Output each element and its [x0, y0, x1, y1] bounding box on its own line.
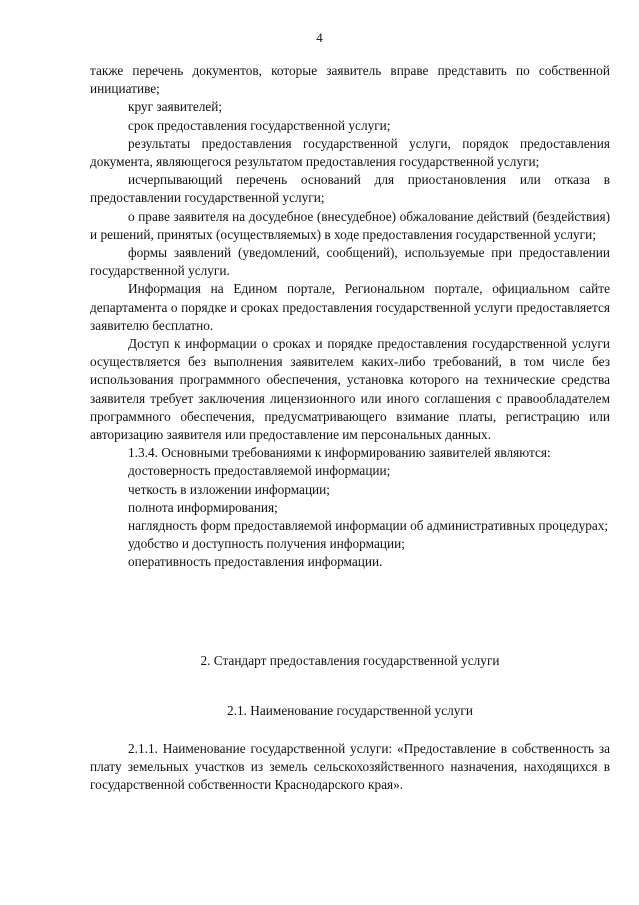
paragraph: о праве заявителя на досудебное (внесудебное) обжалование действий (бездействия) и решений, принятых (осуществляемых) в ходе предоставления государственной услуги; [90, 208, 610, 242]
list-item: срок предоставления государственной услуги; [128, 117, 391, 133]
paragraph: формы заявлений (уведомлений, сообщений), используемые при предоставлении государственной услуги. [90, 245, 610, 279]
list-item: полнота информирования; [128, 499, 278, 515]
list-item: достоверность предоставляемой информации; [128, 463, 391, 479]
paragraph: 1.3.4. Основными требованиями к информированию заявителей являются: [128, 445, 551, 461]
list-item: круг заявителей; [128, 99, 223, 115]
paragraph: наглядность форм предоставляемой информации об административных процедурах; [128, 518, 609, 534]
body-text [90, 62, 610, 572]
paragraph: также перечень документов, которые заявитель вправе представить по собственной инициативе; [90, 63, 610, 97]
paragraph: исчерпывающий перечень оснований для приостановления или отказа в предоставлении государственной услуги; [90, 172, 610, 206]
page-number: 4 [316, 30, 323, 45]
section-heading: 2. Стандарт предоставления государственной услуги [200, 653, 500, 668]
list-item: четкость в изложении информации; [128, 481, 330, 497]
subsection-heading: 2.1. Наименование государственной услуги [227, 703, 473, 718]
paragraph: Информация на Едином портале, Региональном портале, официальном сайте департамента о порядке и сроках предоставления государственной услуги предоставляется заявителю бесплатно. [90, 281, 610, 333]
paragraph: 2.1.1. Наименование государственной услуги: «Предоставление в собственность за плату земельных участков из земель сельскохозяйственного назначения, находящихся в государственной собственности Краснодарского края». [90, 741, 610, 793]
list-item: оперативность предоставления информации. [128, 554, 383, 570]
final-text [90, 740, 610, 795]
paragraph: результаты предоставления государственной услуги, порядок предоставления документа, являющегося результатом предоставления государственной услуги; [90, 135, 610, 170]
list-item: удобство и доступность получения информации; [128, 536, 405, 552]
paragraph: Доступ к информации о сроках и порядке предоставления государственной услуги осуществляется без выполнения заявителем каких-либо требований, в том числе без использования программного обеспечения, установка которого на технические средства заявителя требует заключения лицензионного или иного соглашения с правообладателем программного обеспечения, предусматривающего взимание платы, регистрацию или авторизацию заявителя или предоставление им персональных данных. [90, 336, 610, 443]
